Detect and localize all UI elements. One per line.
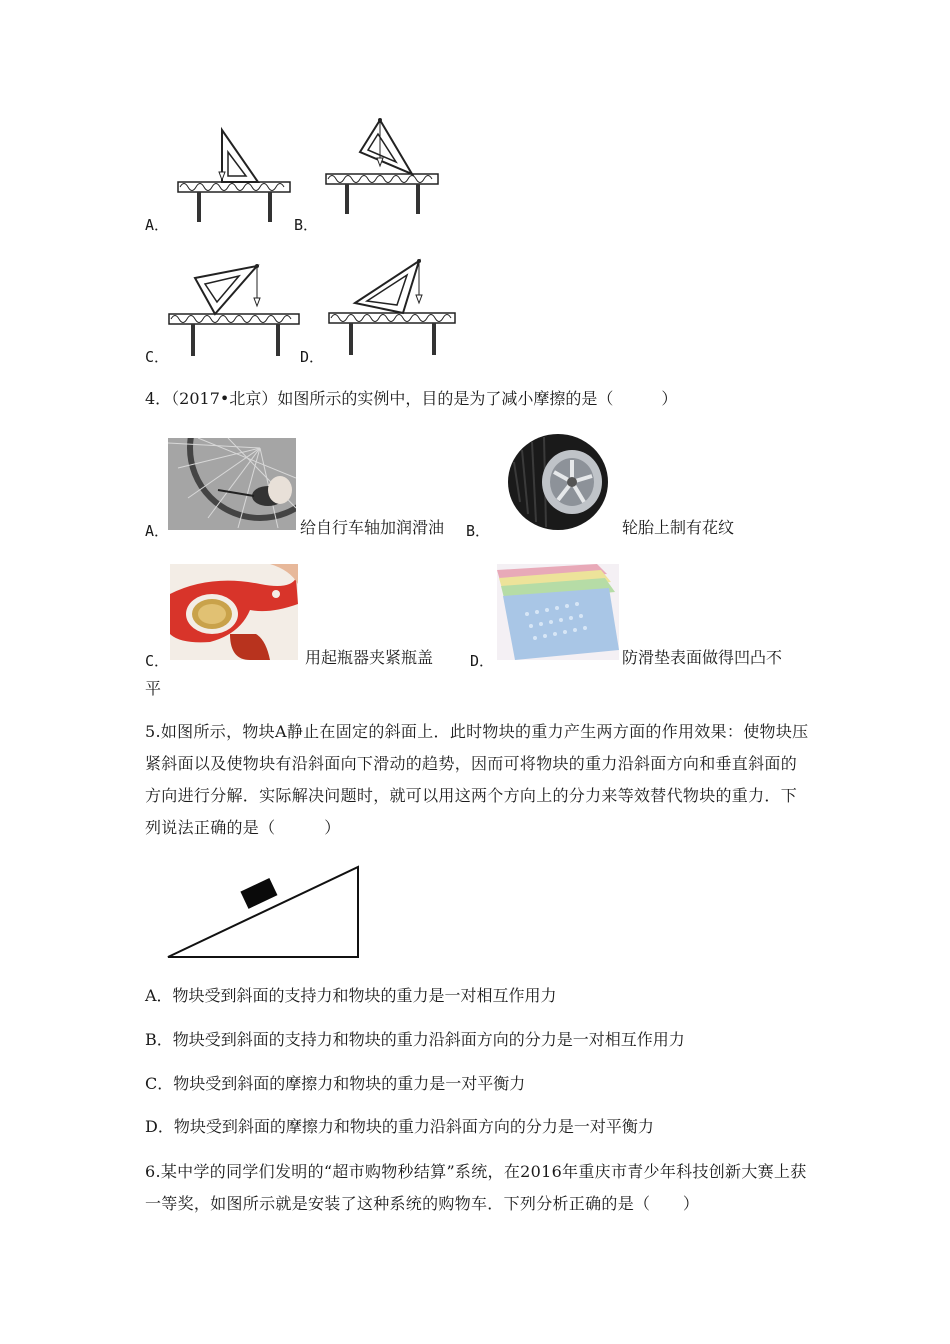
q3-option-b-label[interactable]: B． <box>294 216 319 234</box>
anti-slip-mat-photo <box>497 564 619 660</box>
inclined-plane-figure <box>165 862 365 962</box>
q4-option-a-label[interactable]: A． <box>145 522 170 540</box>
q5-stem: 5.如图所示，物块A静止在固定的斜面上．此时物块的重力产生两方面的作用效果：使物块压紧斜面以及使物块有沿斜面向下滑动的趋势，因而可将物块的重力沿斜面方向和垂直斜面的方向进行分解．实际解决问题时，就可以用这两个方向上的分力来等效替代物块的重力．下列说法正确的是（ ） <box>145 722 809 837</box>
q4-option-d-label[interactable]: D． <box>470 652 495 670</box>
bicycle-oiling-photo <box>168 438 296 530</box>
q3-option-d-label[interactable]: D． <box>300 348 325 366</box>
tire-photo <box>500 432 615 532</box>
q6-stem: 6.某中学的同学们发明的“超市购物秒结算”系统，在2016年重庆市青少年科技创新大赛上获一等奖，如图所示就是安装了这种系统的购物车．下列分析正确的是（ ） <box>145 1162 807 1213</box>
q4-option-d-text: 防滑垫表面做得凹凸不 <box>622 648 783 667</box>
bottle-opener-photo <box>170 564 298 660</box>
q3-option-c-label[interactable]: C． <box>145 348 170 366</box>
q4-option-b-text: 轮胎上制有花纹 <box>622 518 735 537</box>
figure-q3-b <box>320 112 445 222</box>
q5-option-a[interactable]: A．物块受到斜面的支持力和物块的重力是一对相互作用力 <box>145 986 557 1005</box>
q5-option-d[interactable]: D．物块受到斜面的摩擦力和物块的重力沿斜面方向的分力是一对平衡力 <box>145 1117 654 1136</box>
q5-option-b[interactable]: B．物块受到斜面的支持力和物块的重力沿斜面方向的分力是一对相互作用力 <box>145 1030 685 1049</box>
q4-option-c-text: 用起瓶器夹紧瓶盖 <box>305 648 434 667</box>
q4-option-a-text: 给自行车轴加润滑油 <box>300 518 445 537</box>
q3-option-a-label[interactable]: A． <box>145 216 170 234</box>
figure-q3-a <box>170 120 300 230</box>
figure-q3-c <box>165 260 305 360</box>
q4-option-d-text-continued: 平 <box>145 679 162 698</box>
q4-option-c-label[interactable]: C． <box>145 652 170 670</box>
figure-q3-d <box>325 255 460 360</box>
q5-option-c[interactable]: C．物块受到斜面的摩擦力和物块的重力是一对平衡力 <box>145 1074 526 1093</box>
q4-stem: 4．（2017•北京）如图所示的实例中，目的是为了减小摩擦的是（ ） <box>145 389 678 408</box>
q4-option-b-label[interactable]: B． <box>466 522 491 540</box>
